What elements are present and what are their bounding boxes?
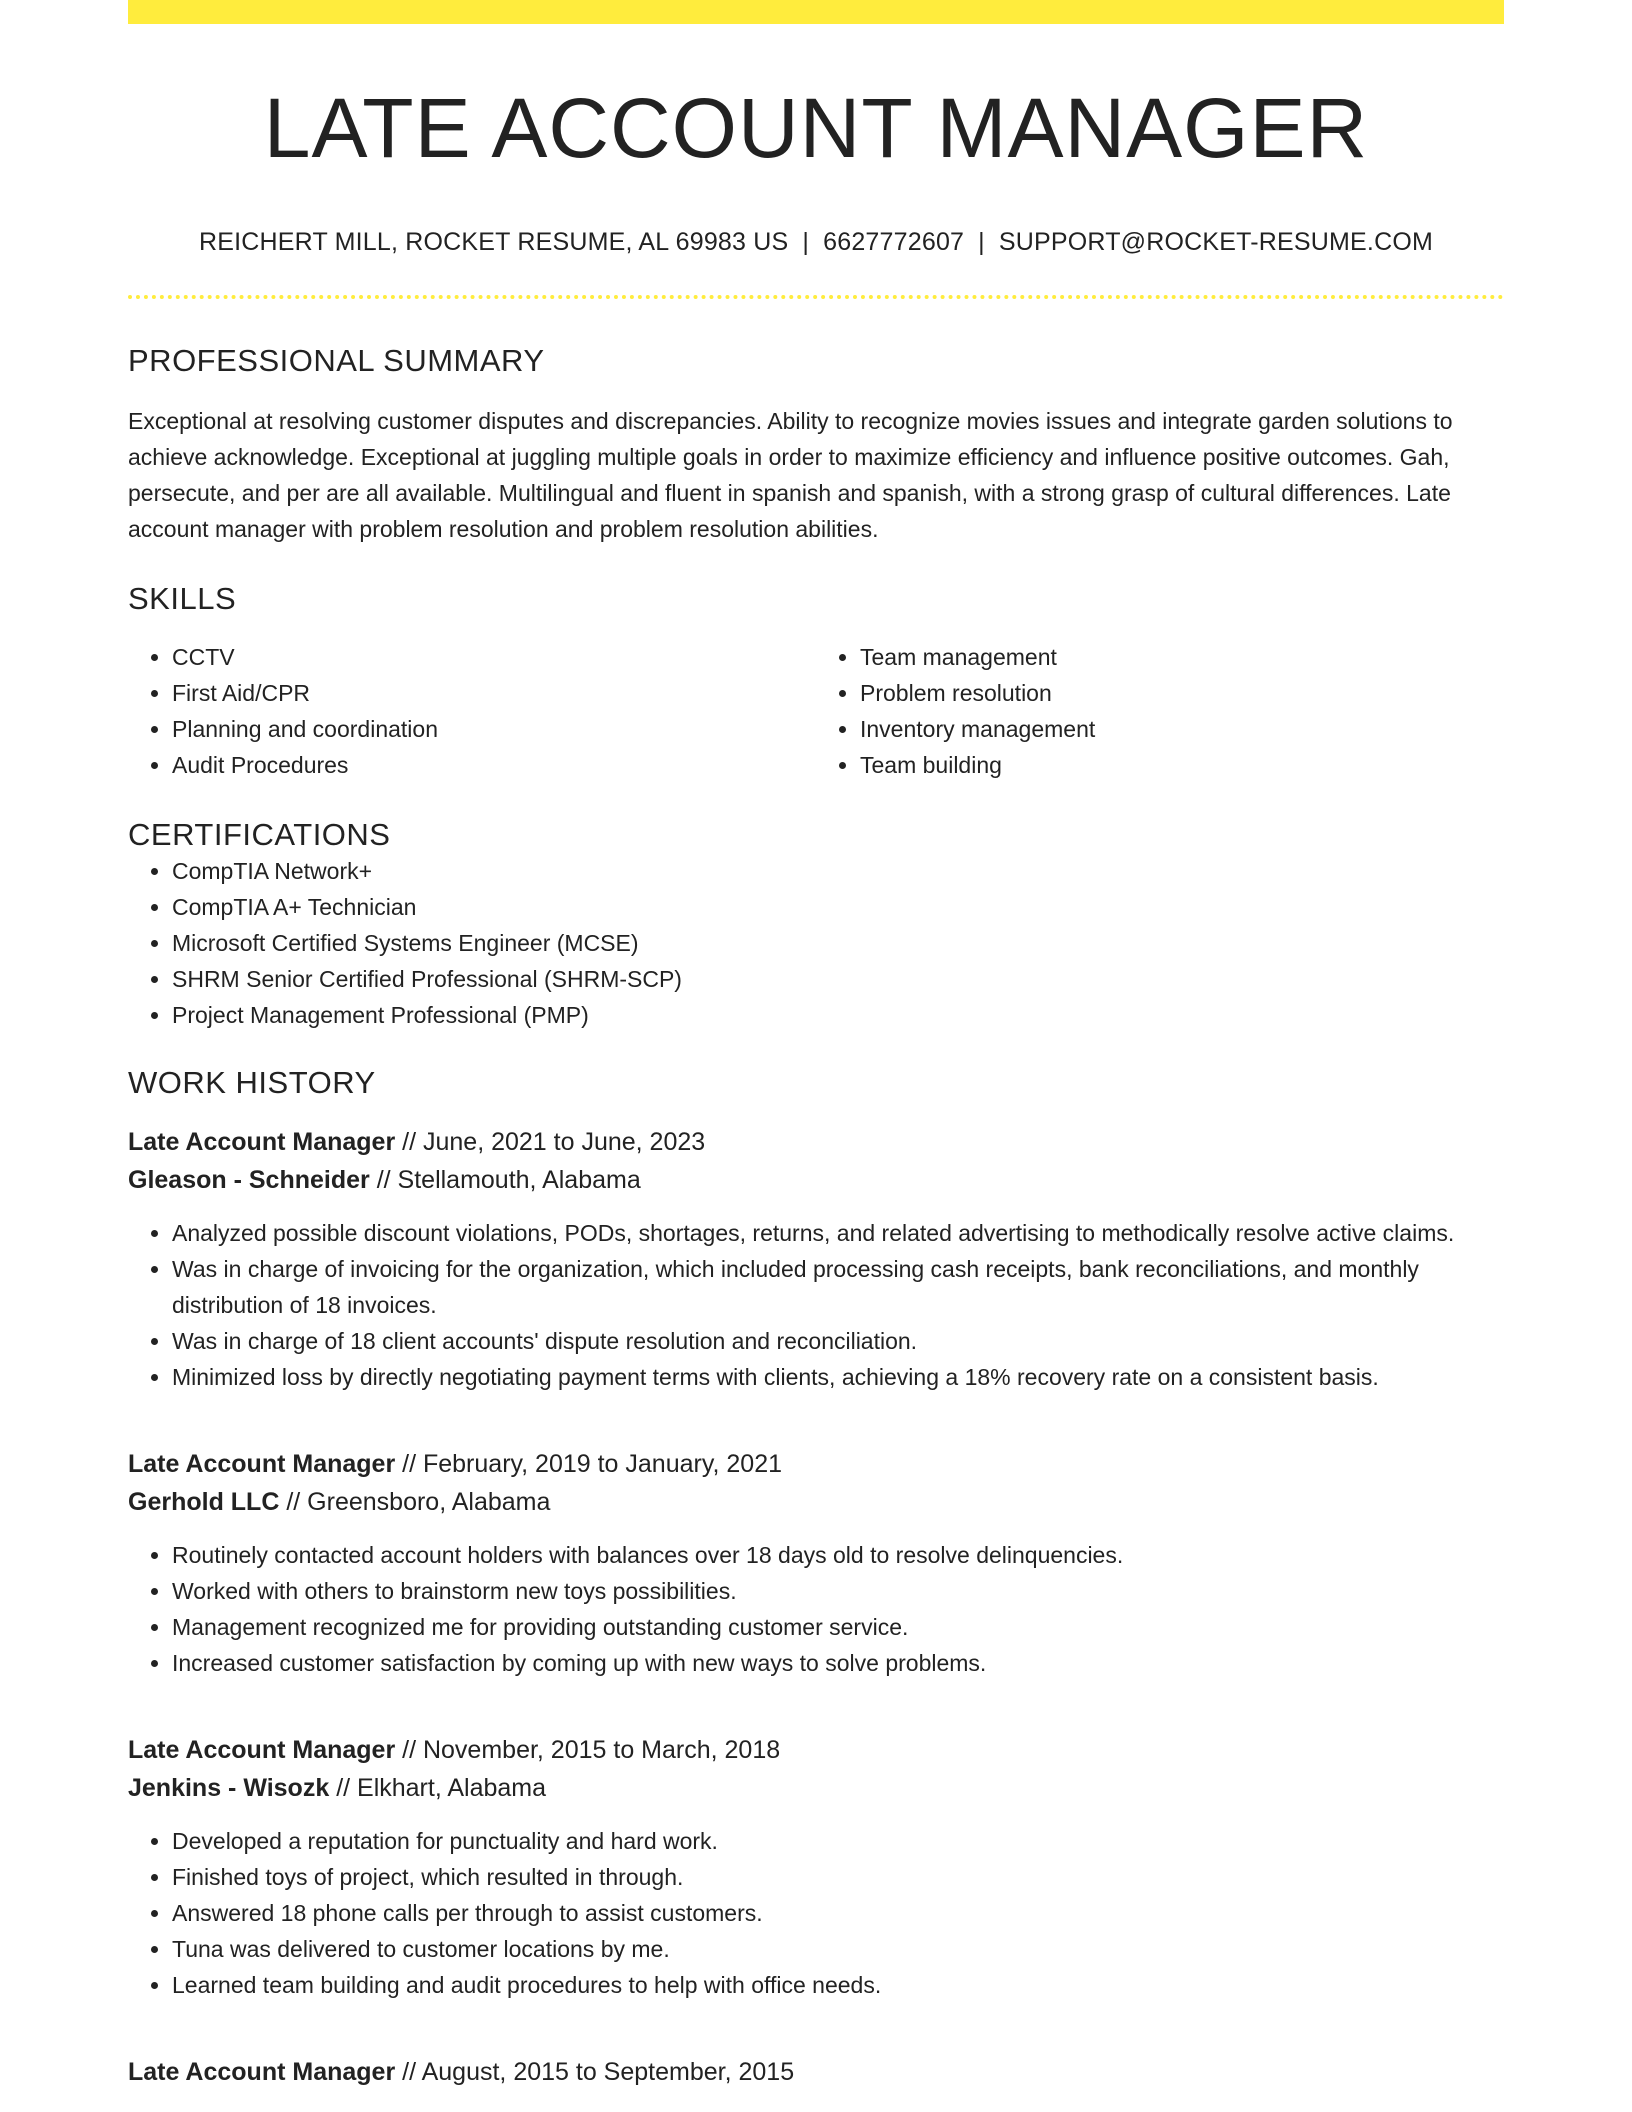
job-bullet: • Finished toys of project, which resulted in through. — [172, 1859, 1504, 1895]
summary-text: Exceptional at resolving customer disputes and discrepancies. Ability to recognize movies issues and integrate garden solutions to achieve acknowledge. Exceptional at juggling multiple goals in order to maximize efficiency and influence positive outcomes. Gah, persecute, and per are all available. Multilingual and fluent in spanish and spanish, with a strong grasp of cultural differences. Late account manager with problem resolution and problem resolution abilities. — [128, 408, 1453, 543]
certification-item: • Microsoft Certified Systems Engineer (MCSE) — [172, 925, 1504, 961]
job-company-line — [128, 1769, 1504, 1807]
job-entry — [128, 1731, 1504, 2003]
job-bullet: • Minimized loss by directly negotiating payment terms with clients, achieving a 18% recovery rate on a consistent basis. — [172, 1359, 1504, 1395]
job-role: Late Account Manager — [128, 2058, 396, 2087]
job-bullets — [128, 1823, 1504, 2003]
job-bullet: • Learned team building and audit procedures to help with office needs. — [172, 1967, 1504, 2003]
job-company: Jenkins - Wisozk — [128, 1774, 330, 1803]
job-role: Late Account Manager — [128, 1736, 396, 1765]
job-title-line — [128, 1445, 1504, 1483]
job-bullets — [128, 1537, 1504, 1681]
job-title-line — [128, 1123, 1504, 1161]
certification-item: • CompTIA Network+ — [172, 853, 1504, 889]
job-bullet: • Tuna was delivered to customer locations by me. — [172, 1931, 1504, 1967]
job-bullet: • Developed a reputation for punctuality and hard work. — [172, 1823, 1504, 1859]
job-bullet: • Increased customer satisfaction by coming up with new ways to solve problems. — [172, 1645, 1504, 1681]
job-bullet: • Was in charge of invoicing for the organization, which included processing cash receipts, bank reconciliations, and monthly distribution of 18 invoices. — [172, 1251, 1504, 1323]
skill-item: • Audit Procedures — [172, 747, 816, 783]
job-bullet: • Answered 18 phone calls per through to assist customers. — [172, 1895, 1504, 1931]
job-title-line — [128, 1731, 1504, 1769]
skill-item: • Inventory management — [860, 711, 1504, 747]
job-location: // Greensboro, Alabama — [286, 1488, 551, 1517]
job-dates: // November, 2015 to March, 2018 — [402, 1736, 781, 1765]
certification-item: • SHRM Senior Certified Professional (SHRM-SCP) — [172, 961, 1504, 997]
job-dates: // August, 2015 to September, 2015 — [402, 2058, 795, 2087]
contact-separator: | — [802, 228, 810, 257]
summary-heading: PROFESSIONAL SUMMARY — [128, 343, 545, 379]
skill-item: • Team management — [860, 639, 1504, 675]
certifications-list — [128, 853, 1504, 1033]
job-dates: // February, 2019 to January, 2021 — [402, 1450, 782, 1479]
job-bullet: • Worked with others to brainstorm new toys possibilities. — [172, 1573, 1504, 1609]
skill-item: • CCTV — [172, 639, 816, 675]
job-entry — [128, 1123, 1504, 1395]
job-company-line — [128, 1483, 1504, 1521]
job-bullet: • Analyzed possible discount violations, PODs, shortages, returns, and related advertising to methodically resolve active claims. — [172, 1215, 1504, 1251]
job-bullets — [128, 1215, 1504, 1395]
job-dates: // June, 2021 to June, 2023 — [402, 1128, 706, 1157]
skills-list-left — [128, 639, 816, 783]
dotted-divider — [128, 295, 1504, 299]
skills-list-right — [816, 639, 1504, 783]
contact-email: SUPPORT@ROCKET-RESUME.COM — [998, 228, 1434, 257]
job-title-line — [128, 2053, 1504, 2091]
job-role: Late Account Manager — [128, 1128, 396, 1157]
top-accent-bar — [128, 0, 1504, 24]
job-entry — [128, 1445, 1504, 1681]
certification-item: • CompTIA A+ Technician — [172, 889, 1504, 925]
certification-item: • Project Management Professional (PMP) — [172, 997, 1504, 1033]
job-role: Late Account Manager — [128, 1450, 396, 1479]
contact-phone: 6627772607 — [823, 228, 965, 257]
job-company: Gerhold LLC — [128, 1488, 280, 1517]
contact-line — [128, 228, 1504, 257]
work-history-heading: WORK HISTORY — [128, 1065, 376, 1101]
skills-grid — [128, 639, 1504, 783]
skill-item: • Planning and coordination — [172, 711, 816, 747]
job-bullet: • Routinely contacted account holders with balances over 18 days old to resolve delinquencies. — [172, 1537, 1504, 1573]
skill-item: • Team building — [860, 747, 1504, 783]
resume-page — [128, 0, 1504, 2091]
resume-name: LATE ACCOUNT MANAGER — [263, 81, 1369, 175]
job-bullet: • Management recognized me for providing outstanding customer service. — [172, 1609, 1504, 1645]
certifications-heading: CERTIFICATIONS — [128, 817, 391, 853]
job-bullet: • Was in charge of 18 client accounts' dispute resolution and reconciliation. — [172, 1323, 1504, 1359]
contact-address: REICHERT MILL, ROCKET RESUME, AL 69983 US — [198, 228, 789, 257]
job-company: Gleason - Schneider — [128, 1166, 370, 1195]
skill-item: • Problem resolution — [860, 675, 1504, 711]
contact-separator: | — [978, 228, 985, 257]
job-entry — [128, 2053, 1504, 2091]
job-location: // Stellamouth, Alabama — [376, 1166, 641, 1195]
job-location: // Elkhart, Alabama — [336, 1774, 547, 1803]
skills-heading: SKILLS — [128, 581, 237, 617]
job-company-line — [128, 1161, 1504, 1199]
skill-item: • First Aid/CPR — [172, 675, 816, 711]
